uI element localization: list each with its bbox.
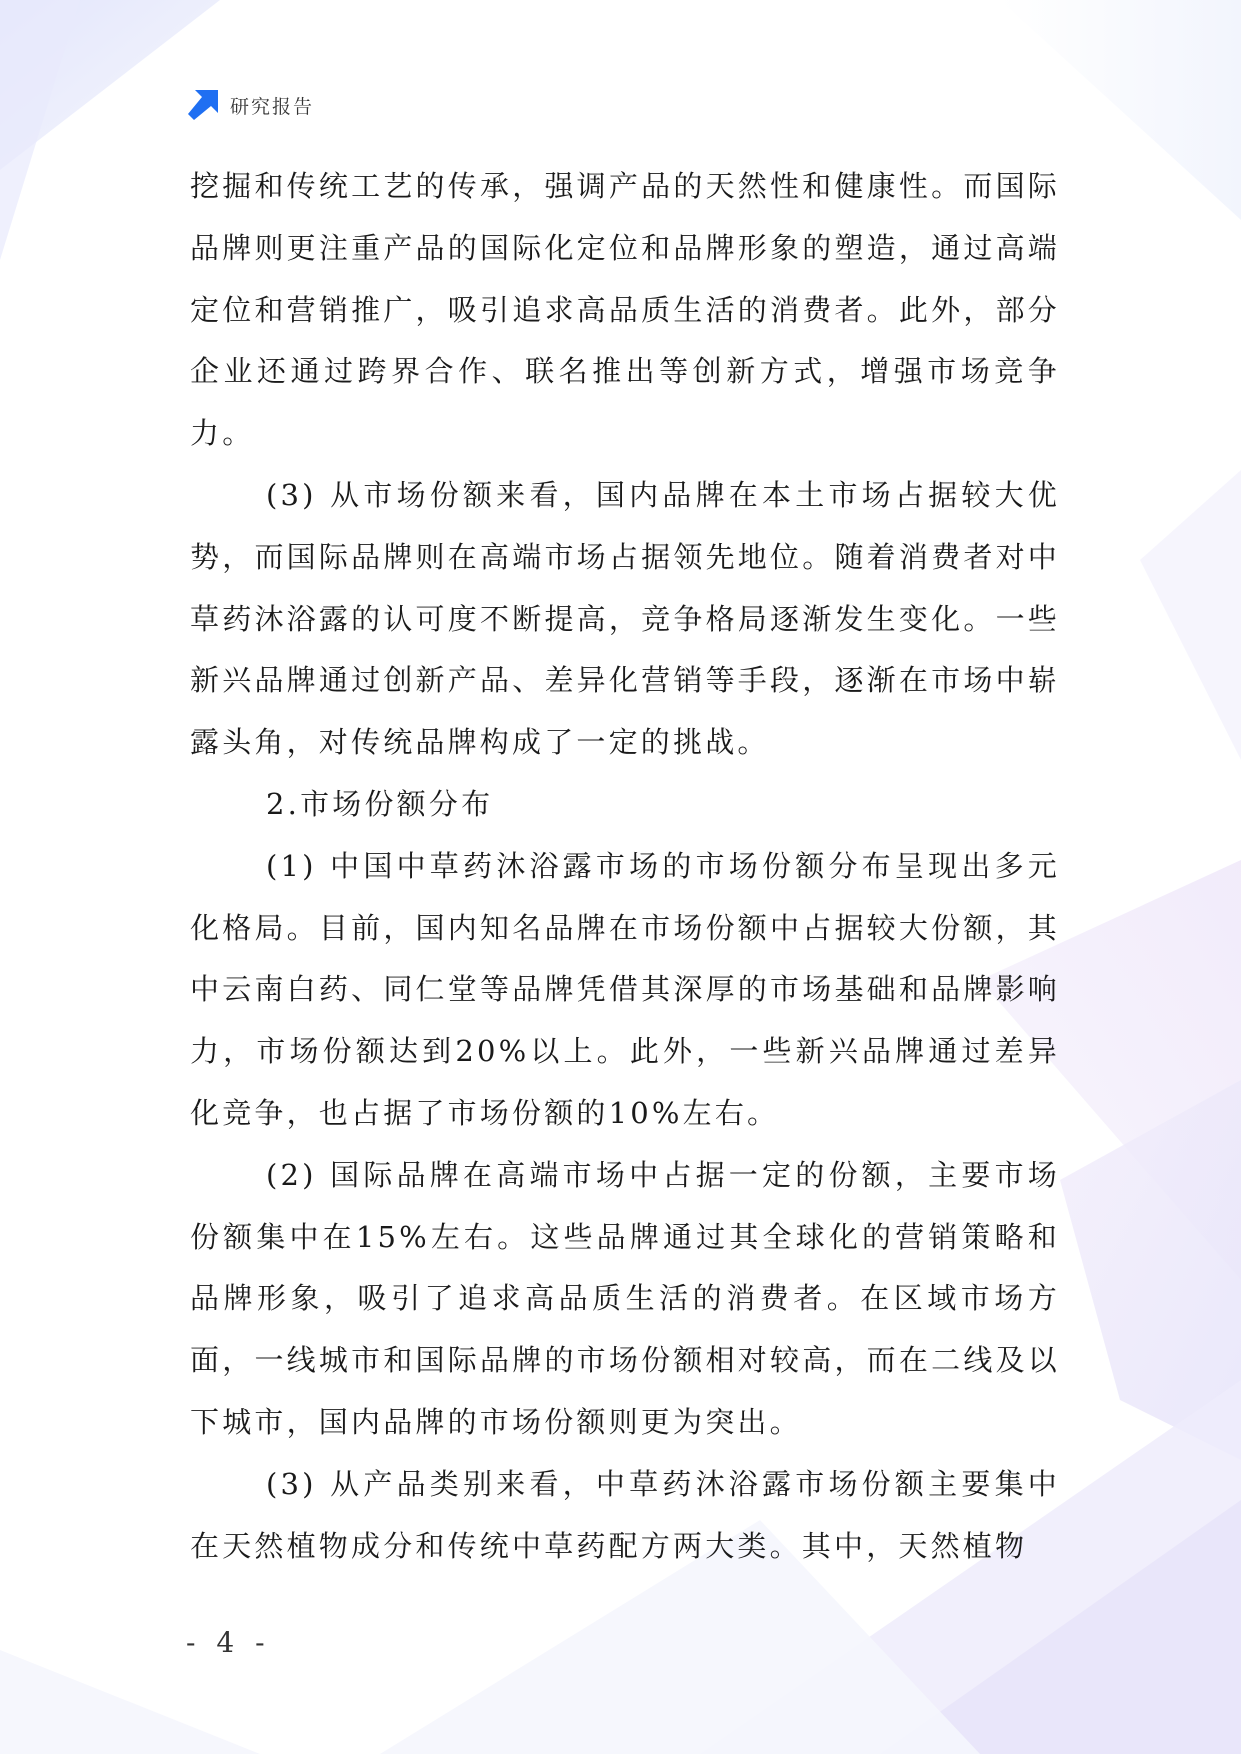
paragraph: (3) 从市场份额来看，国内品牌在本土市场占据较大优势，而国际品牌则在高端市场占据领先地位。随着消费者对中草药沐浴露的认可度不断提高，竞争格局逐渐发生变化。一些新兴品牌通过创新产品、差异化营销等手段，逐渐在市场中崭露头角，对传统品牌构成了一定的挑战。 bbox=[190, 477, 1060, 760]
paragraph: (3) 从产品类别来看，中草药沐浴露市场份额主要集中在天然植物成分和传统中草药配方两大类。其中，天然植物 bbox=[190, 1466, 1060, 1563]
section-heading: 2.市场份额分布 bbox=[266, 786, 494, 821]
page-number: - 4 - bbox=[186, 1626, 271, 1659]
paragraph: (2) 国际品牌在高端市场中占据一定的份额，主要市场份额集中在15%左右。这些品牌通过其全球化的营销策略和品牌形象，吸引了追求高品质生活的消费者。在区域市场方面，一线城市和国际品牌的市场份额相对较高，而在二线及以下城市，国内品牌的市场份额则更为突出。 bbox=[190, 1157, 1060, 1439]
header-title: 研究报告 bbox=[230, 95, 315, 118]
document-body bbox=[190, 156, 1060, 1577]
paragraph: (1) 中国中草药沐浴露市场的市场份额分布呈现出多元化格局。目前，国内知名品牌在市场份额中占据较大份额，其中云南白药、同仁堂等品牌凭借其深厚的市场基础和品牌影响力，市场份额达到20%以上。此外，一些新兴品牌通过差异化竞争，也占据了市场份额的10%左右。 bbox=[190, 848, 1060, 1130]
arrow-up-right-icon bbox=[186, 88, 220, 122]
paragraph: 挖掘和传统工艺的传承，强调产品的天然性和健康性。而国际品牌则更注重产品的国际化定位和品牌形象的塑造，通过高端定位和营销推广，吸引追求高品质生活的消费者。此外，部分企业还通过跨界合作、联名推出等创新方式，增强市场竞争力。 bbox=[190, 169, 1060, 451]
report-header bbox=[186, 88, 314, 122]
